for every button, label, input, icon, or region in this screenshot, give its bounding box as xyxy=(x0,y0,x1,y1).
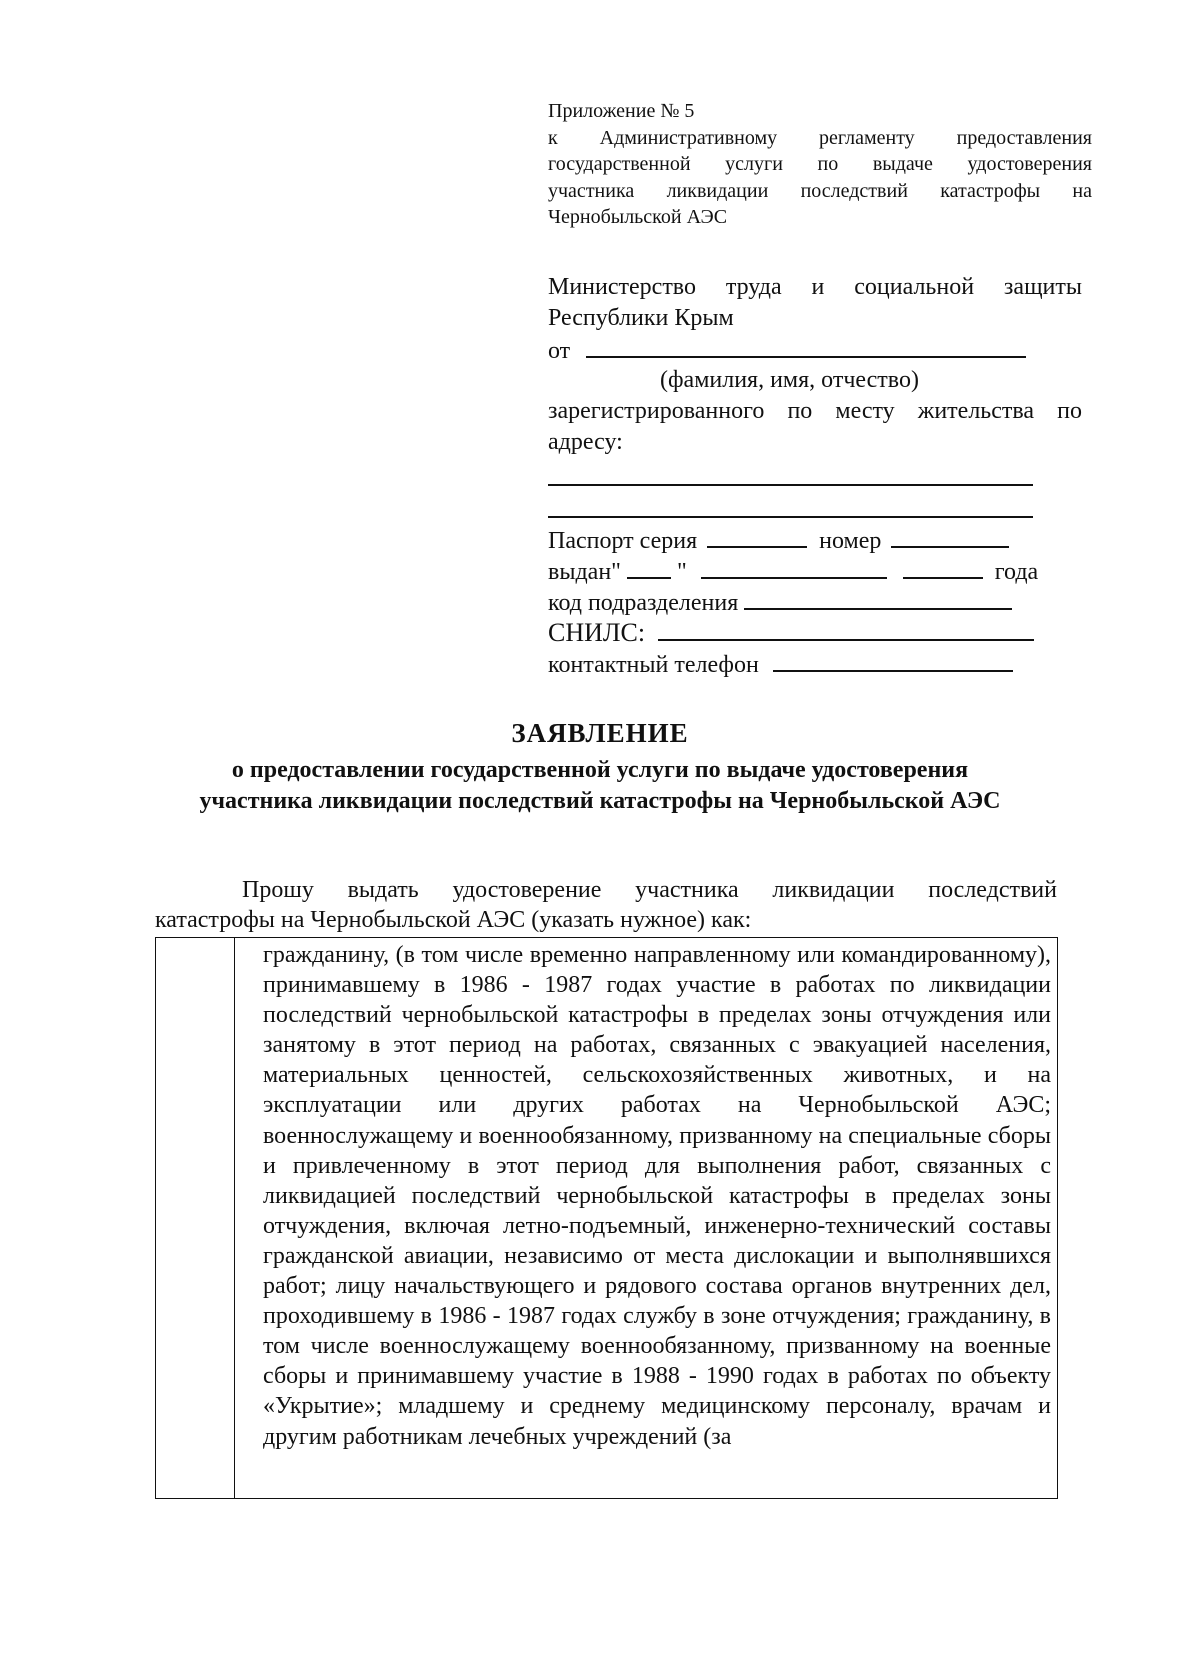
registered-line-1: зарегистрированного по месту жительства по xyxy=(548,398,1082,424)
ministry-line-1: Министерство труда и социальной защиты xyxy=(548,274,1082,300)
passport-number-field[interactable] xyxy=(891,524,1009,548)
appendix-number: Приложение № 5 xyxy=(548,100,695,122)
year-label: года xyxy=(994,559,1039,585)
appendix-line-1: к Административному регламенту предоставления xyxy=(548,126,1092,149)
phone-row xyxy=(548,648,1013,679)
passport-number-label: номер xyxy=(819,528,882,554)
address-field-2[interactable] xyxy=(548,516,1033,518)
issued-year-field[interactable] xyxy=(903,555,983,579)
dept-code-label: код подразделения xyxy=(548,590,739,616)
appendix-line-4: Чернобыльской АЭС xyxy=(548,206,728,228)
fio-field[interactable] xyxy=(586,334,1026,358)
snils-row xyxy=(548,617,1034,648)
from-label: от xyxy=(548,338,571,364)
snils-label: СНИЛС: xyxy=(548,618,646,647)
ministry-line-2: Республики Крым xyxy=(548,305,734,331)
dept-code-field[interactable] xyxy=(744,586,1012,610)
dept-code-row xyxy=(548,586,1012,617)
request-line-2: катастрофы на Чернобыльской АЭС (указать нужное) как: xyxy=(155,907,752,933)
phone-label: контактный телефон xyxy=(548,652,759,678)
table-row xyxy=(156,938,1058,1499)
phone-field[interactable] xyxy=(773,648,1013,672)
options-table xyxy=(155,937,1058,1499)
snils-field[interactable] xyxy=(658,617,1034,641)
applicant-block xyxy=(548,272,1082,692)
subtitle-line-2: участника ликвидации последствий катастрофы на Чернобыльской АЭС xyxy=(199,788,1001,814)
issued-by-field[interactable] xyxy=(701,555,887,579)
subtitle-line-1: о предоставлении государственной услуги по выдаче удостоверения xyxy=(231,757,969,783)
address-field-1[interactable] xyxy=(548,484,1033,486)
issued-row xyxy=(548,555,1038,586)
issued-day-field[interactable] xyxy=(627,555,671,579)
appendix-line-3: участника ликвидации последствий катастрофы на xyxy=(548,179,1092,202)
appendix-block xyxy=(548,98,1092,231)
issued-quote: " xyxy=(676,559,687,585)
passport-row xyxy=(548,524,1009,555)
passport-series-field[interactable] xyxy=(707,524,807,548)
issued-label: выдан" xyxy=(548,559,621,585)
registered-line-2: адресу: xyxy=(548,429,623,455)
option-1-text-cell xyxy=(235,938,1058,1499)
request-line-1: Прошу выдать удостоверение участника ликвидации последствий xyxy=(242,877,1057,903)
appendix-line-2: государственной услуги по выдаче удостоверения xyxy=(548,153,1092,175)
page-title: ЗАЯВЛЕНИЕ xyxy=(511,718,689,748)
passport-series-label: Паспорт серия xyxy=(548,528,698,554)
option-1-text: гражданину, (в том числе временно направленному или командированному), принимавшему в 1986 - 1987 годах участие в работах по ликвидации последствий чернобыльской катастрофы в пределах зоны отчуждения или занятому в этот период на работах, связанных с эвакуацией населения, материальных ценностей, сельскохозяйственных животных, и на эксплуатации или других работах на Чернобыльской АЭС; военнослужащему и военнообязанному, призванному на специальные сборы и привлеченному в этот период для выполнения работ, связанных с ликвидацией последствий чернобыльской катастрофы в пределах зоны отчуждения, включая летно-подъемный, инженерно-технический составы гражданской авиации, независимо от места дислокации и выполнявшихся работ; лицу начальствующего и рядового состава органов внутренних дел, проходившему в 1986 - 1987 годах службу в зоне отчуждения; гражданину, в том числе военнослужащему военнообязанному, призванному на военные сборы и принимавшему участие в 1988 - 1990 годах в работах по объекту «Укрытие»; младшему и среднему медицинскому персоналу, врачам и другим работникам лечебных учреждений (за xyxy=(263,942,1051,1450)
option-1-checkbox-cell[interactable] xyxy=(156,938,235,1499)
from-row xyxy=(548,334,1026,365)
fio-hint: (фамилия, имя, отчество) xyxy=(660,367,919,393)
